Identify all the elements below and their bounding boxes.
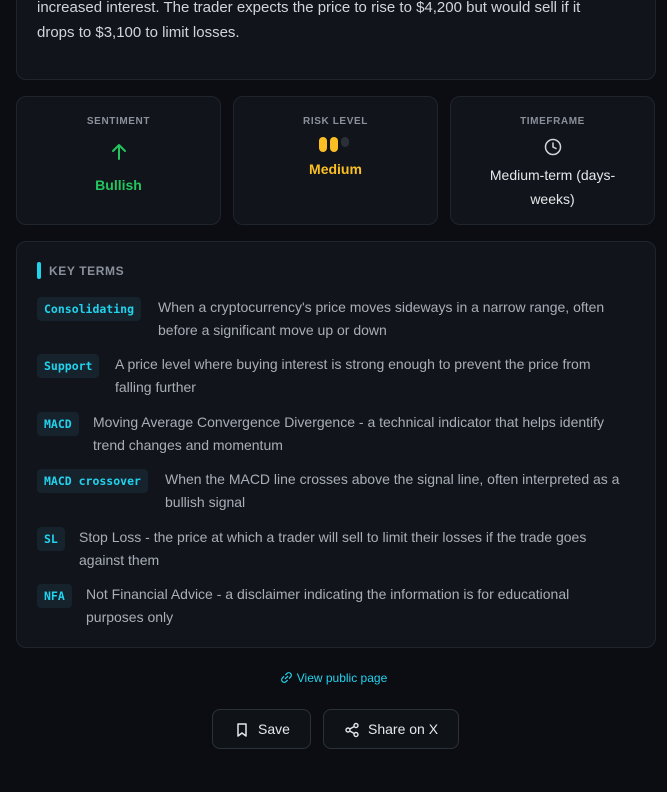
sentiment-value: Bullish	[95, 177, 142, 193]
term-definition-line: against them	[79, 552, 160, 568]
sentiment-label: SENTIMENT	[86, 116, 151, 127]
timeframe-value-line2: weeks)	[530, 191, 575, 207]
share-label[interactable]: Share on X	[368, 721, 439, 737]
timeframe-value	[451, 163, 654, 211]
term-definition	[115, 353, 590, 399]
term-chip: Support	[37, 354, 99, 378]
bookmark-icon	[235, 722, 249, 738]
summary-line: drops to $3,100 to limit losses.	[37, 24, 240, 41]
term-definition	[93, 411, 604, 457]
risk-bar-3	[341, 137, 349, 147]
term-definition-line: purposes only	[86, 609, 174, 625]
term-chip: MACD	[37, 412, 79, 436]
term-definition-line: A price level where buying interest is strong enough to prevent the price from	[115, 356, 591, 372]
term-definition	[79, 526, 586, 572]
term-definition	[158, 296, 604, 342]
term-definition-line: bullish signal	[165, 494, 246, 510]
share-icon	[344, 722, 360, 738]
risk-bar-2	[330, 137, 338, 152]
summary-card	[16, 0, 656, 80]
timeframe-label: TIMEFRAME	[520, 116, 585, 127]
save-label[interactable]: Save	[258, 721, 290, 737]
timeframe-card	[450, 96, 655, 225]
arrow-up-icon	[109, 142, 129, 162]
share-on-x-button[interactable]	[323, 709, 459, 749]
summary-text	[37, 0, 637, 45]
term-definition-line: Stop Loss - the price at which a trader will sell to limit their losses if the trade goes	[79, 529, 587, 545]
term-chip: MACD crossover	[37, 469, 148, 493]
risk-value: Medium	[309, 161, 362, 177]
timeframe-value-line1: Medium-term (days-	[489, 167, 616, 183]
summary-line: increased interest. The trader expects the price to rise to $4,200 but would sell if it	[37, 0, 581, 16]
key-terms-heading: KEY TERMS	[49, 264, 125, 278]
link-icon	[280, 671, 293, 684]
view-public-page-link[interactable]	[0, 671, 667, 685]
risk-bars-icon	[319, 137, 359, 153]
heading-accent-bar	[37, 262, 41, 279]
term-definition	[86, 583, 569, 629]
view-public-page-label[interactable]: View public page	[296, 671, 388, 685]
term-definition-line: Not Financial Advice - a disclaimer indicating the information is for educational	[86, 586, 570, 602]
sentiment-card	[16, 96, 221, 225]
save-button[interactable]	[212, 709, 311, 749]
clock-icon	[544, 138, 562, 156]
term-chip: Consolidating	[37, 297, 141, 321]
key-terms-card	[16, 241, 656, 648]
term-definition	[165, 468, 619, 514]
term-chip: SL	[37, 527, 65, 551]
term-definition-line: When a cryptocurrency's price moves sideways in a narrow range, often	[158, 299, 605, 315]
term-definition-line: falling further	[115, 379, 196, 395]
term-definition-line: Moving Average Convergence Divergence - a technical indicator that helps identify	[93, 414, 605, 430]
term-chip: NFA	[37, 584, 72, 608]
risk-bar-1	[319, 137, 327, 152]
term-definition-line: When the MACD line crosses above the signal line, often interpreted as a	[165, 471, 620, 487]
risk-card	[233, 96, 438, 225]
term-definition-line: before a significant move up or down	[158, 322, 387, 338]
term-definition-line: trend changes and momentum	[93, 437, 283, 453]
risk-label: RISK LEVEL	[303, 116, 368, 127]
